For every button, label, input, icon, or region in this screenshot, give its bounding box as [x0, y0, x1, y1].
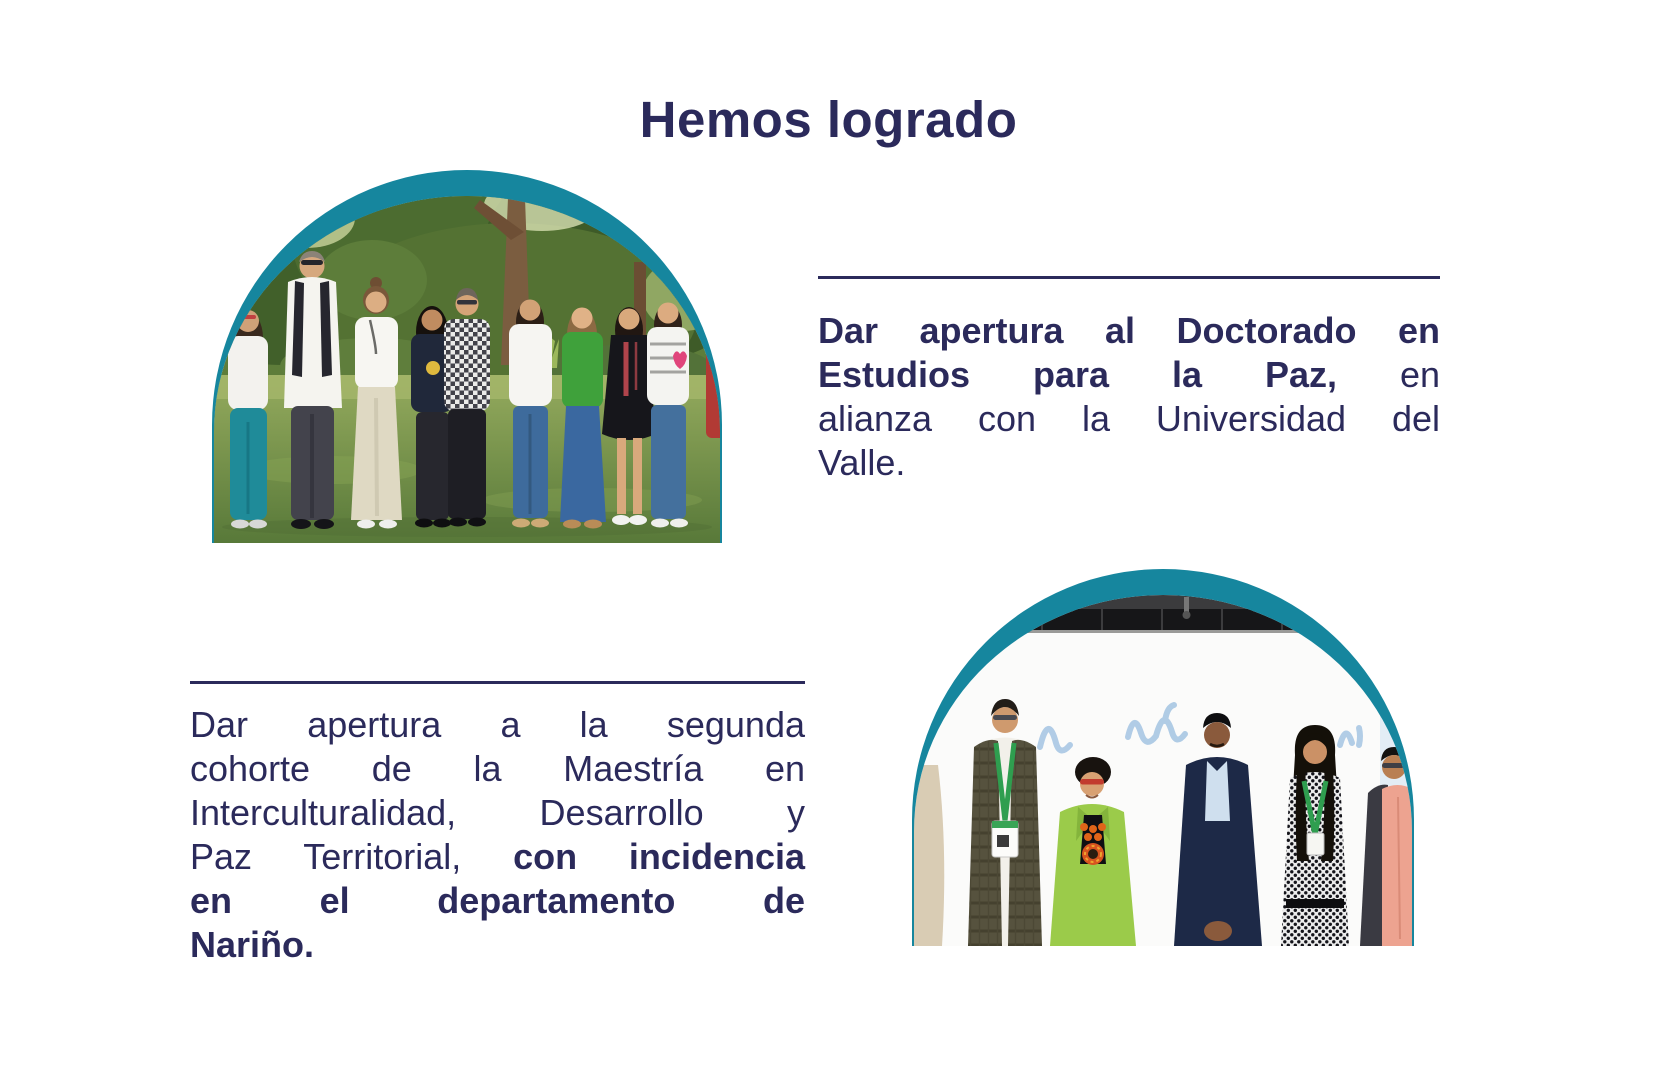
person — [284, 251, 342, 529]
text-segment: Valle. — [818, 442, 906, 483]
photo-indoor-group — [912, 569, 1414, 946]
text-line — [818, 397, 1440, 441]
ceiling — [912, 593, 1414, 633]
text-line — [190, 747, 805, 791]
divider-line — [818, 276, 1440, 279]
bold-text-segment: Dar apertura al Doctorado en — [818, 310, 1440, 351]
achievement-doctorado-text — [818, 309, 1440, 485]
person — [228, 310, 268, 529]
bold-text-segment: en el departamento de — [190, 880, 805, 921]
person — [444, 288, 490, 527]
text-line — [190, 923, 805, 967]
text-segment: Paz Territorial, — [190, 836, 514, 877]
achievement-doctorado — [818, 276, 1440, 485]
photo-content — [212, 170, 722, 543]
text-segment: en — [1337, 354, 1441, 395]
text-segment: alianza con la Universidad del — [818, 398, 1440, 439]
divider-line — [190, 681, 805, 684]
person — [647, 303, 689, 528]
text-line — [818, 353, 1440, 397]
text-line — [190, 835, 805, 879]
bold-text-segment: Estudios para la Paz, — [818, 354, 1337, 395]
photo-outdoor-group — [212, 170, 722, 543]
text-line — [190, 791, 805, 835]
text-segment: Interculturalidad, Desarrollo y — [190, 792, 805, 833]
bold-text-segment: Nariño. — [190, 924, 315, 965]
text-line — [190, 879, 805, 923]
achievement-maestria-text — [190, 703, 805, 967]
achievement-maestria — [190, 681, 805, 967]
text-line — [818, 441, 1440, 485]
text-segment: Dar apertura a la segunda — [190, 704, 805, 745]
page-title: Hemos logrado — [639, 91, 1018, 148]
person — [560, 308, 606, 529]
photo-doctorado-arch — [212, 170, 722, 543]
text-line — [818, 309, 1440, 353]
photo-maestria-arch — [912, 569, 1414, 946]
text-segment: cohorte de la Maestría en — [190, 748, 805, 789]
text-line — [190, 703, 805, 747]
person — [509, 300, 552, 528]
bold-text-segment: con incidencia — [513, 836, 805, 877]
photo-content — [912, 569, 1414, 946]
